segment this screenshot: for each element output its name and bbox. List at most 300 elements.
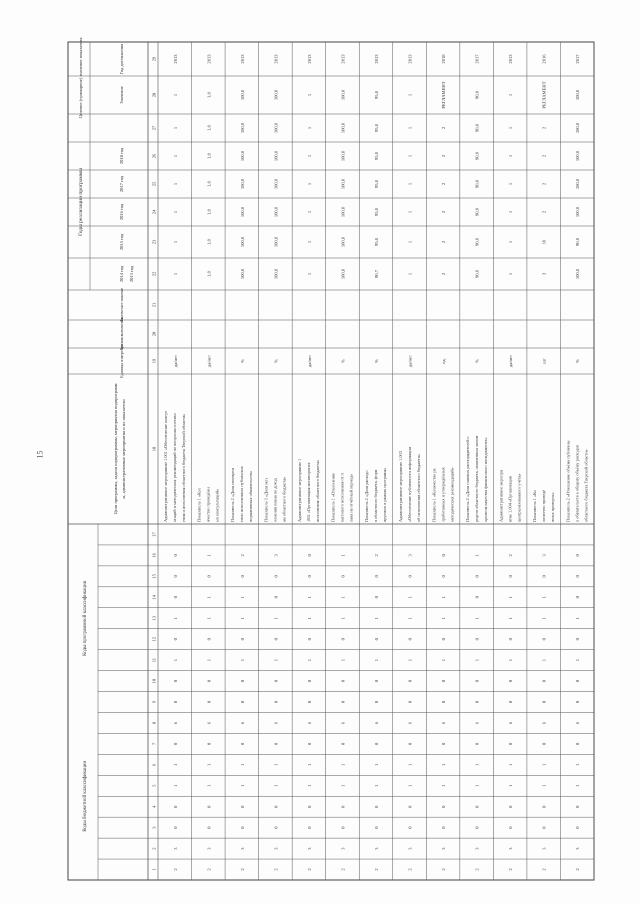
code-digit: 1 — [508, 763, 514, 766]
code-digit: 2 — [239, 868, 245, 871]
code-digit: 0 — [474, 575, 480, 578]
column-number: 5 — [151, 784, 157, 787]
row-description: олнения плана по доход — [272, 478, 278, 522]
cell-target: 1 — [407, 93, 413, 97]
row-description: Административное меропри — [498, 469, 504, 522]
code-digit: 1 — [206, 658, 212, 662]
code-digit: 3 — [407, 554, 413, 557]
cell-y2016: 1 — [306, 182, 312, 186]
cell-y2018: 100,0 — [239, 122, 245, 134]
code-digit: 0 — [474, 826, 480, 829]
row-description: х обязательств к общему объёму расходов — [574, 445, 580, 522]
column-number: 2 — [151, 847, 157, 850]
cell-y2017: 2 — [441, 154, 447, 158]
cell-year: 2013 — [172, 54, 178, 64]
code-digit: 2 — [239, 554, 245, 557]
code-digit: 3 — [441, 847, 447, 850]
goal-tasks-header-line2: ы, административные мероприятия и их показатели — [121, 399, 126, 499]
target-value-header: Значение — [119, 86, 124, 104]
cell-y2016: 100,0 — [273, 178, 279, 190]
code-digit: 0 — [508, 826, 514, 829]
column-number: 11 — [151, 657, 157, 663]
code-digit: 1 — [474, 763, 480, 766]
cell-unit: ед. — [441, 358, 447, 364]
code-digit: 0 — [474, 805, 480, 808]
code-digit: 0 — [273, 826, 279, 829]
cell-y2013: 1,0 — [206, 271, 212, 277]
code-digit: 1 — [273, 617, 279, 620]
cell-target: 100,0 — [340, 89, 346, 101]
cell-y2013: 100,0 — [340, 268, 346, 280]
code-digit: 1 — [508, 658, 514, 662]
cell-y2016: 2 — [541, 182, 547, 186]
cell-y2015: 1 — [508, 210, 514, 214]
code-digit: 2 — [340, 868, 346, 871]
code-digit: 1 — [273, 784, 279, 787]
code-digit: 0 — [206, 805, 212, 808]
column-number: 3 — [151, 826, 157, 829]
code-digit: 0 — [273, 638, 279, 641]
code-digit: 1 — [441, 763, 447, 766]
column-number: 23 — [151, 239, 157, 245]
cell-y2018: 100,0 — [340, 122, 346, 134]
code-digit: 3 — [340, 847, 346, 850]
cell-y2018: 2 — [541, 126, 547, 130]
cell-y2017: 95,0 — [374, 151, 379, 161]
column-number: 14 — [151, 595, 157, 600]
code-digit: 1 — [172, 658, 178, 662]
row-description: областного бюджета Тверской области» — [583, 449, 589, 522]
cell-y2017: 90,0 — [474, 151, 480, 161]
column-number: 13 — [151, 615, 157, 621]
cell-y2015: 2 — [541, 210, 547, 214]
code-digit: 3 — [575, 847, 581, 850]
row-description: .002 «Организация мониторинга — [306, 462, 312, 522]
code-digit: 1 — [239, 784, 245, 787]
code-digit: 2 — [575, 868, 581, 871]
cell-year: 2013 — [407, 54, 413, 64]
row-description: кассового исполнения от п — [339, 473, 345, 522]
cell-target: 100,0 — [239, 89, 245, 101]
cell-y2015: 1 — [407, 210, 413, 214]
code-digit: 0 — [407, 700, 413, 704]
cell-year: 2016 — [541, 54, 547, 64]
column-number: 6 — [151, 763, 157, 766]
code-digit: 0 — [340, 700, 346, 704]
cell-y2016: 100,0 — [239, 178, 245, 190]
code-digit: 1 — [541, 596, 547, 599]
goal-tasks-header: Цели программы, задачи подпрограммы, мероприятия подпрограмм — [113, 383, 118, 515]
code-digit: 6 — [407, 721, 413, 725]
code-digit: 0 — [172, 826, 178, 829]
code-digit: 0 — [239, 805, 245, 808]
code-digit: 0 — [239, 742, 245, 746]
year-header: 2016 год — [119, 203, 124, 221]
cell-y2017: 1 — [407, 154, 413, 158]
code-digit: 1 — [206, 763, 212, 766]
code-digit: 0 — [441, 575, 447, 578]
row-description: в областного бюджета, форм — [373, 469, 379, 522]
program-codes-header: Коды программной классификации — [83, 580, 88, 656]
code-digit: 1 — [206, 617, 212, 620]
column-number: 24 — [151, 209, 157, 215]
code-digit: 6 — [441, 721, 447, 725]
code-digit: 1 — [541, 658, 547, 662]
code-digit: 0 — [508, 575, 514, 578]
code-digit: 0 — [340, 805, 346, 808]
cell-unit: шт — [541, 358, 547, 364]
column-number: 15 — [151, 574, 157, 579]
code-digit: 1 — [575, 784, 581, 787]
code-digit: 1 — [508, 784, 514, 787]
code-digit: 0 — [441, 826, 447, 829]
code-digit: 6 — [340, 721, 346, 725]
code-digit: 0 — [575, 742, 581, 746]
code-digit: 0 — [575, 596, 581, 599]
cell-y2013: 100,0 — [575, 268, 581, 280]
code-digit: 1 — [474, 658, 480, 662]
row-description: Показатель 2 «Отношение объёма публичны — [565, 440, 571, 522]
code-digit: 0 — [575, 679, 581, 683]
years-group-header: Годы реализации программы — [78, 168, 84, 236]
column-number: 17 — [151, 532, 157, 537]
row-description: ичество проведённ — [205, 487, 211, 522]
row-description: Административное мероприятие 1.003 — [397, 451, 403, 522]
cell-target: 90,0 — [474, 90, 480, 100]
code-digit: 0 — [273, 679, 279, 683]
code-digit: 0 — [239, 679, 245, 683]
cell-y2013: 90,0 — [474, 269, 480, 279]
code-digit: 1 — [273, 658, 279, 662]
cell-y2016: 1 — [172, 182, 178, 186]
code-digit: 0 — [407, 679, 413, 683]
code-digit: 1 — [340, 617, 346, 620]
code-digit: 0 — [374, 826, 379, 829]
code-digit: 1 — [474, 617, 480, 620]
cell-y2014: 2 — [441, 240, 447, 244]
code-digit: 0 — [273, 805, 279, 808]
cell-y2014: 1 — [407, 240, 413, 244]
row-description: лана на отчётный период» — [348, 473, 354, 522]
code-digit: 6 — [172, 721, 178, 725]
cell-year: 2017 — [474, 54, 480, 64]
column-number: 20 — [151, 331, 157, 337]
row-description: об исполнении областного бюджета» — [415, 454, 421, 522]
criteria-header: Признак выполнения — [120, 317, 124, 351]
column-number: 9 — [151, 700, 157, 704]
code-digit: 0 — [306, 826, 312, 829]
code-digit: 1 — [306, 617, 312, 620]
cell-target: 1 — [306, 93, 312, 97]
cell-y2017: 1 — [172, 154, 178, 158]
cell-y2018: 1 — [508, 126, 514, 130]
code-digit: 0 — [239, 700, 245, 704]
cell-year: 2013 — [273, 54, 279, 64]
cell-y2015: 100,0 — [575, 206, 581, 218]
cell-y2015: 2 — [441, 210, 447, 214]
code-digit: 0 — [340, 742, 346, 746]
cell-y2018: 1 — [306, 126, 312, 130]
code-digit: 0 — [441, 700, 447, 704]
cell-y2016: 100,0 — [340, 178, 346, 190]
year-header: 2015 год — [119, 233, 124, 251]
column-number: 8 — [151, 721, 157, 725]
code-digit: 0 — [273, 575, 279, 578]
cell-y2017: 2 — [541, 154, 547, 158]
cell-y2016: 90,0 — [474, 179, 480, 189]
row-description: зработанных и утверждённых — [440, 467, 446, 522]
cell-unit: да/нет — [306, 354, 312, 368]
cell-y2014: 90,0 — [575, 237, 581, 247]
column-number: 16 — [151, 553, 157, 558]
code-digit: 0 — [172, 805, 178, 808]
page-number: 15 — [35, 450, 45, 459]
code-digit: 3 — [206, 847, 212, 850]
code-digit: 0 — [575, 554, 581, 557]
code-digit: 1 — [541, 763, 547, 766]
cell-unit: да/нет — [172, 354, 178, 368]
cell-y2013: 3 — [541, 272, 547, 276]
cell-y2015: 1 — [172, 210, 178, 214]
code-digit: 0 — [508, 679, 514, 683]
cell-y2014: 10 — [541, 239, 547, 245]
cell-year: 2013 — [508, 54, 514, 64]
cell-y2013: 1 — [306, 272, 312, 276]
code-digit: 3 — [273, 847, 279, 850]
cell-y2014: 95,0 — [374, 237, 379, 247]
code-digit: 6 — [575, 721, 581, 725]
row-description: енно исполненных публичных — [239, 466, 245, 522]
code-digit: 0 — [575, 826, 581, 829]
row-description: ения и исполнения областного бюджета Тверской области» — [181, 413, 186, 522]
code-digit: 0 — [172, 742, 178, 746]
code-digit: 1 — [441, 784, 447, 787]
code-digit: 1 — [340, 554, 346, 557]
row-description: методических рекомендаций» — [449, 467, 455, 522]
code-digit: 1 — [206, 784, 212, 787]
cell-y2013: 2 — [441, 272, 447, 276]
code-digit: 2 — [306, 868, 312, 871]
cell-target: 1 — [508, 93, 514, 97]
column-number: 25 — [151, 181, 157, 187]
code-digit: 1 — [575, 658, 581, 662]
row-description: ятие 1.004 «Организация — [507, 476, 513, 522]
year-header: 2018 год — [119, 147, 124, 165]
code-digit: 0 — [474, 638, 480, 641]
cell-y2016: 2 — [441, 182, 447, 186]
code-digit: 1 — [541, 617, 547, 620]
code-digit: 3 — [374, 847, 379, 850]
row-description: Показатель 2 «Доля главных распорядителей с — [464, 436, 470, 522]
code-digit: 2 — [508, 554, 514, 557]
cell-unit: да/нет — [508, 354, 514, 368]
code-digit: 1 — [441, 596, 447, 599]
cell-unit: да/нет — [206, 354, 212, 368]
code-digit: 0 — [541, 826, 547, 829]
row-description: Показатель 2 «Доля расходо — [364, 470, 370, 522]
code-digit: 1 — [575, 617, 581, 620]
code-digit: 1 — [441, 658, 447, 662]
code-digit: 0 — [508, 700, 514, 704]
code-digit: 6 — [239, 721, 245, 725]
code-digit: 0 — [407, 826, 413, 829]
code-digit: 6 — [541, 721, 547, 725]
code-digit: 6 — [273, 721, 279, 725]
code-digit: 0 — [441, 679, 447, 683]
code-digit: 1 — [340, 658, 346, 662]
cell-y2018: 90,0 — [474, 123, 480, 133]
code-digit: 1 — [172, 763, 178, 766]
code-digit: 0 — [407, 742, 413, 746]
code-digit: 2 — [273, 868, 279, 871]
code-digit: 0 — [474, 742, 480, 746]
cell-year: 2013 — [206, 54, 212, 64]
cell-target: 1,0 — [206, 92, 212, 98]
row-description: ируемых в рамках программ» — [382, 467, 388, 522]
cell-y2017: 100,0 — [575, 150, 581, 162]
code-digit: 1 — [407, 763, 413, 766]
row-description: Показатель 1 «Кол — [196, 488, 202, 522]
code-digit: 0 — [306, 638, 312, 641]
code-digit: 0 — [541, 805, 547, 808]
code-digit: 0 — [474, 679, 480, 683]
row-description: Показатель 3 «Доля исп — [263, 478, 269, 522]
code-digit: 2 — [374, 868, 379, 871]
cell-y2014: 1,0 — [206, 239, 212, 245]
code-digit: 1 — [239, 658, 245, 662]
code-digit: 1 — [239, 617, 245, 620]
code-digit: 1 — [340, 596, 346, 599]
code-digit: 1 — [306, 784, 312, 787]
code-digit: 0 — [575, 805, 581, 808]
code-digit: 0 — [575, 638, 581, 641]
cell-y2014: 100,0 — [340, 236, 346, 248]
cell-year: 2018 — [441, 54, 447, 64]
table-group — [68, 38, 594, 880]
column-number: 10 — [151, 678, 157, 684]
row-description: Административное мероприятие 1 — [297, 458, 303, 522]
code-digit: 0 — [407, 805, 413, 808]
code-digit: 0 — [206, 638, 212, 641]
code-digit: 0 — [239, 638, 245, 641]
code-digit: 0 — [575, 700, 581, 704]
code-digit: 0 — [206, 679, 212, 683]
column-number: 4 — [151, 805, 157, 808]
code-digit: 0 — [474, 700, 480, 704]
cell-y2013: 100,0 — [239, 268, 245, 280]
row-description: исполнения областного бюджета» — [315, 459, 321, 522]
cell-y2015: 100,0 — [239, 206, 245, 218]
code-digit: 0 — [306, 679, 312, 683]
unit-header: Единица измерения — [119, 344, 124, 378]
actual-value-header: Фактическое значение — [120, 287, 124, 323]
year-header: 2014 год — [119, 265, 124, 283]
code-digit: 1 — [306, 596, 312, 599]
code-digit: 0 — [306, 700, 312, 704]
cell-y2017: 100,0 — [273, 150, 279, 162]
code-digit: 0 — [273, 742, 279, 746]
code-digit: 0 — [306, 742, 312, 746]
cell-y2018: 2 — [441, 126, 447, 130]
cell-y2017: 1 — [508, 154, 514, 158]
row-description: Показатель 1 «Отклонение — [330, 472, 336, 522]
code-digit: 0 — [374, 575, 379, 578]
code-digit: 0 — [374, 700, 379, 704]
cell-year: 2013 — [340, 54, 346, 64]
code-digit: 3 — [541, 554, 547, 557]
code-digit: 0 — [374, 805, 379, 808]
code-digit: 6 — [474, 721, 480, 725]
code-digit: 3 — [239, 847, 245, 850]
row-description: Показатель 1 «Ко — [531, 490, 537, 522]
code-digit: 1 — [407, 596, 413, 599]
cell-y2015: 100,0 — [340, 206, 346, 218]
row-description: централизованного учёта» — [516, 473, 522, 522]
cell-target: 95,0 — [374, 90, 379, 100]
code-digit: 0 — [172, 554, 178, 557]
code-digit: 3 — [508, 847, 514, 850]
cell-y2013: 100,0 — [273, 268, 279, 280]
code-digit: 0 — [239, 826, 245, 829]
row-description: личество проведё — [540, 489, 546, 522]
cell-y2016: 1 — [407, 182, 413, 186]
cell-y2016: 1,0 — [206, 181, 212, 187]
code-digit: 2 — [407, 868, 413, 871]
row-description: редств областного бюджета, охваченных монит — [473, 435, 479, 522]
cell-target: 100,0 — [575, 89, 581, 101]
code-digit: 2 — [441, 868, 447, 871]
cell-unit: % — [575, 359, 581, 363]
cell-target: 1 — [172, 93, 178, 97]
cell-y2018: 100,0 — [273, 122, 279, 134]
code-digit: 1 — [273, 763, 279, 766]
cell-year: 2013 — [306, 54, 312, 64]
code-digit: 0 — [172, 596, 178, 599]
code-digit: 3 — [273, 554, 279, 557]
column-number: 26 — [151, 153, 157, 159]
column-number: 18 — [151, 446, 157, 452]
code-digit: 0 — [474, 596, 480, 599]
code-digit: 3 — [306, 847, 312, 850]
column-number: 21 — [151, 302, 157, 308]
code-digit: 1 — [340, 763, 346, 766]
cell-unit: % — [340, 359, 346, 363]
cell-target: 100,0 — [273, 89, 279, 101]
code-digit: 1 — [374, 784, 379, 787]
cell-y2013: 90,7 — [374, 269, 379, 279]
cell-y2018: 100,0 — [575, 122, 581, 134]
code-digit: 0 — [374, 679, 379, 683]
code-digit: 1 — [441, 617, 447, 620]
code-digit: 1 — [407, 784, 413, 787]
cell-y2015: 90,0 — [474, 207, 480, 217]
cell-y2016: 100,0 — [575, 178, 581, 190]
code-digit: 2 — [172, 868, 178, 871]
row-description: нормативных обязательств» — [248, 470, 254, 522]
column-number: 12 — [151, 636, 157, 642]
cell-unit: % — [273, 359, 279, 363]
code-digit: 0 — [340, 826, 346, 829]
code-digit: 6 — [206, 721, 212, 725]
code-digit: 0 — [206, 826, 212, 829]
row-description: нных проверок» — [549, 492, 555, 522]
cell-y2014: 100,0 — [273, 236, 279, 248]
code-digit: 0 — [508, 638, 514, 641]
code-digit: 0 — [172, 575, 178, 578]
cell-y2013: 1 — [508, 272, 514, 276]
code-digit: 0 — [374, 742, 379, 746]
row-description: ьтаций и методических рекомендаций по вопросам составл — [172, 413, 177, 522]
